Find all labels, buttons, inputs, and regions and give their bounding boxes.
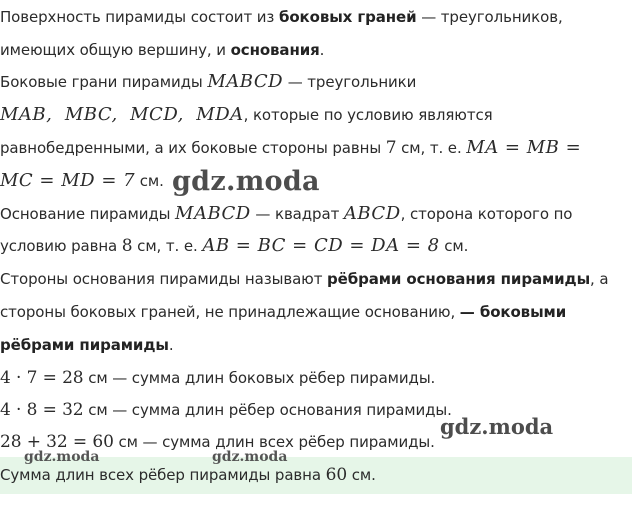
line-text: , а [590,270,609,288]
line-text: Основание пирамиды [0,205,176,223]
line-text: см. [439,237,469,255]
text-line-5 [0,137,632,159]
line-text: см, т. е. [132,237,203,255]
math-expression: MABCD [207,71,284,92]
line-text: , сторона которого по [400,205,573,223]
line-text: . [168,336,174,354]
answer-text: Сумма длин всех рёбер пирамиды равна [0,466,326,484]
text-line-3 [0,71,632,93]
watermark: gdz.moda [212,449,288,465]
text-line-8 [0,235,632,257]
line-text: см, т. е. [396,139,467,157]
line-text: стороны боковых граней, не принадлежащие основанию, [0,303,460,321]
math-expression: 28 + 32 = 60 [0,432,114,452]
text-line-7 [0,203,632,225]
watermark: gdz.moda [24,449,100,465]
math-expression: ABCD [343,203,401,224]
answer-line [0,464,632,486]
watermark: gdz.moda [440,414,554,439]
math-expression: AB = BC = CD = DA = 8 [202,235,440,256]
math-number: 8 [121,236,133,256]
term-base-edges: рёбрами основания пирамиды [327,270,591,288]
term-lateral-edges: — боковыми [459,303,567,321]
text-line-12 [0,367,632,389]
line-text: Поверхность пирамиды состоит из [0,8,279,26]
line-text: Боковые грани пирамиды [0,73,208,91]
line-text: — треугольников, [416,8,563,26]
math-expression: 4 · 7 = 28 [0,368,84,388]
line-text: равнобедренными, а их боковые стороны равны [0,139,386,157]
math-expression: 4 · 8 = 32 [0,400,84,420]
line-text: , которые по условию являются [243,106,493,124]
line-text: см — сумма длин всех рёбер пирамиды. [113,433,435,451]
text-line-11 [0,334,632,356]
line-text: — квадрат [250,205,344,223]
math-expression: MABCD [175,203,251,224]
math-expression: MAB, MBC, MCD, MDA [0,104,244,125]
line-text: — треугольники [283,73,417,91]
text-line-9 [0,268,632,290]
math-number: 7 [385,138,397,158]
watermark: gdz.moda [172,166,320,197]
term-base: основания [230,41,320,59]
term-pyramid-edges: рёбрами пирамиды [0,336,169,354]
answer-text: см. [347,466,376,484]
text-line-1 [0,6,632,28]
line-text: условию равна [0,237,122,255]
text-line-10 [0,301,632,323]
text-line-4 [0,104,632,126]
answer-value: 60 [325,465,348,485]
line-text: см — сумма длин рёбер основания пирамиды. [83,401,452,419]
text-line-2 [0,39,632,61]
line-text: . [319,41,325,59]
math-expression: MA = MB = [466,137,582,158]
line-text: см — сумма длин боковых рёбер пирамиды. [83,369,436,387]
line-text: см. [135,172,164,190]
math-expression: MC = MD = 7 [0,170,136,191]
line-text: Стороны основания пирамиды называют [0,270,327,288]
term-lateral-faces: боковых граней [278,8,417,26]
line-text: имеющих общую вершину, и [0,41,231,59]
